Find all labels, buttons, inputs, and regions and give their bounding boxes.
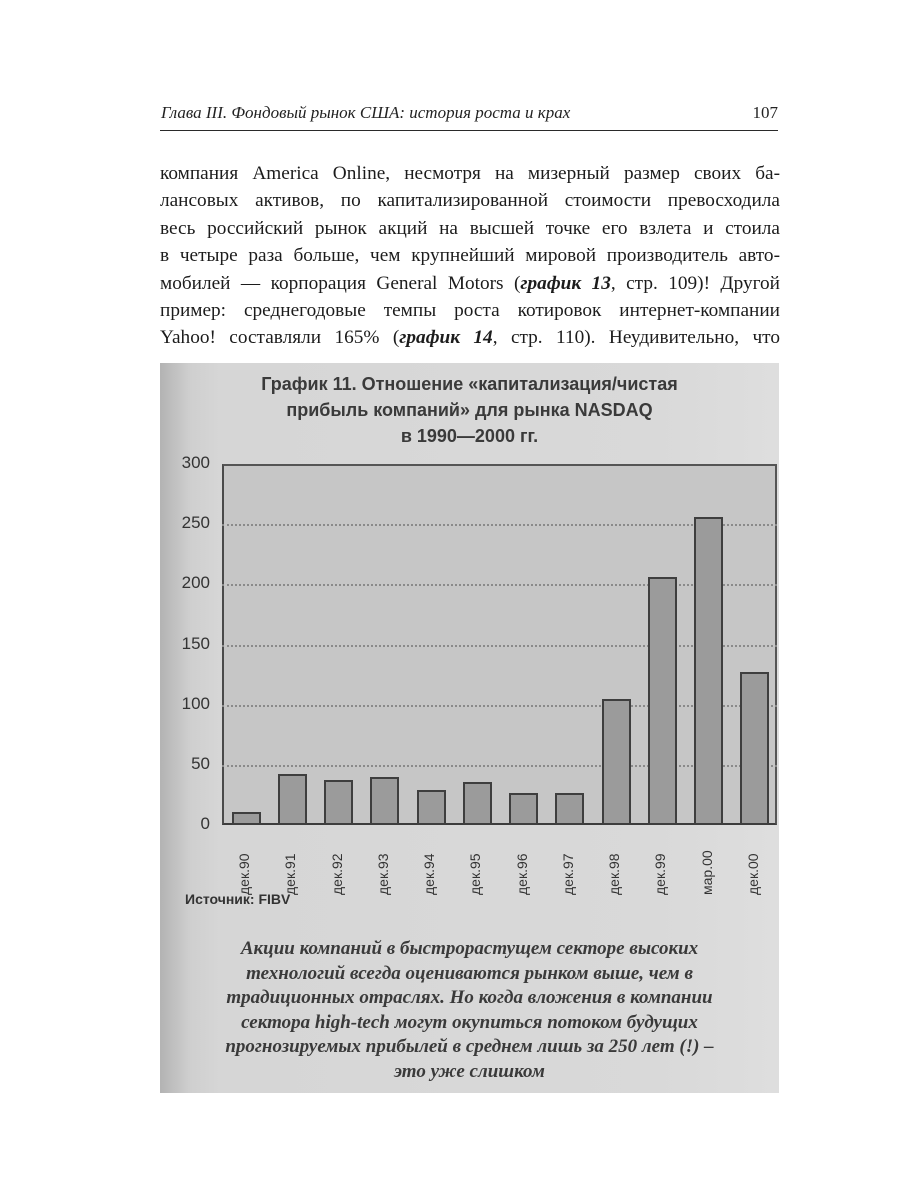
bar-дек.94 bbox=[417, 790, 446, 825]
body-line: пример: среднегодовые темпы роста котировок интернет-компании bbox=[160, 299, 780, 321]
x-tick-label: дек.97 bbox=[559, 853, 576, 895]
x-tick-label: дек.98 bbox=[606, 853, 623, 895]
bar-дек.91 bbox=[278, 774, 307, 825]
chart-title: График 11. Отношение «капитализация/чистая прибыль компаний» для рынка NASDAQ в 1990—2000 гг. bbox=[261, 374, 678, 446]
x-tick-label: дек.92 bbox=[328, 853, 345, 895]
x-tick-label: дек.95 bbox=[467, 853, 484, 895]
running-header bbox=[160, 100, 778, 131]
bar-дек.97 bbox=[555, 793, 584, 825]
y-tick-label: 250 bbox=[181, 513, 210, 533]
chart-source: Источник: FIBV bbox=[185, 891, 291, 907]
bar-дек.95 bbox=[463, 782, 492, 825]
body-line: лансовых активов, по капитализированной стоимости превосходила bbox=[160, 190, 780, 212]
bar-дек.92 bbox=[324, 780, 353, 825]
figure-scan bbox=[160, 363, 779, 1093]
x-tick-label: дек.99 bbox=[652, 853, 669, 895]
body-line: мобилей — корпорация General Motors (график 13, стр. 109)! Другой bbox=[160, 272, 780, 294]
body-line: Yahoo! составляли 165% (график 14, стр. 110). Неудивительно, что bbox=[160, 327, 780, 349]
body-line: весь российский рынок акций на высшей точке его взлета и стоила bbox=[160, 217, 780, 239]
page-number: 107 bbox=[752, 103, 778, 122]
bar-дек.96 bbox=[509, 793, 538, 825]
y-tick-label: 0 bbox=[200, 814, 210, 833]
body-line: компания America Online, несмотря на мизерный размер своих ба- bbox=[160, 163, 780, 184]
bar-дек.90 bbox=[232, 812, 261, 825]
bar-дек.00 bbox=[740, 672, 769, 825]
y-tick-label: 200 bbox=[181, 573, 210, 593]
running-title: Глава III. Фондовый рынок США: история роста и крах bbox=[161, 103, 571, 122]
y-tick-label: 100 bbox=[181, 693, 210, 713]
bar-дек.98 bbox=[602, 699, 631, 825]
x-tick-label: дек.93 bbox=[374, 853, 391, 895]
body-line: в четыре раза больше, чем крупнейший мировой производитель авто- bbox=[160, 245, 780, 267]
body-paragraph bbox=[160, 160, 780, 352]
chart-reference: график 14 bbox=[399, 327, 493, 349]
x-tick-label: мар.00 bbox=[698, 850, 715, 895]
x-tick-label: дек.90 bbox=[236, 853, 253, 895]
bar-мар.00 bbox=[694, 517, 723, 825]
y-tick-label: 300 bbox=[181, 453, 210, 472]
figure-caption: Акции компаний в быстрорастущем секторе высоких технологий всегда оцениваются рынком выше, чем в традиционных отраслях. Но когда вложения в компании сектора high-tech могут окупиться потоком будущих прогнозируемых прибылей в среднем лишь за 250 лет (!) – это уже слишком bbox=[225, 938, 714, 1082]
x-tick-label: дек.00 bbox=[744, 853, 761, 895]
x-tick-label: дек.91 bbox=[282, 853, 299, 895]
x-tick-label: дек.94 bbox=[421, 853, 438, 895]
bar-дек.99 bbox=[648, 577, 677, 825]
x-tick-label: дек.96 bbox=[513, 853, 530, 895]
bar-дек.93 bbox=[370, 777, 399, 825]
y-tick-label: 50 bbox=[191, 753, 210, 773]
chart-reference: график 13 bbox=[520, 272, 611, 294]
y-tick-label: 150 bbox=[181, 633, 210, 653]
